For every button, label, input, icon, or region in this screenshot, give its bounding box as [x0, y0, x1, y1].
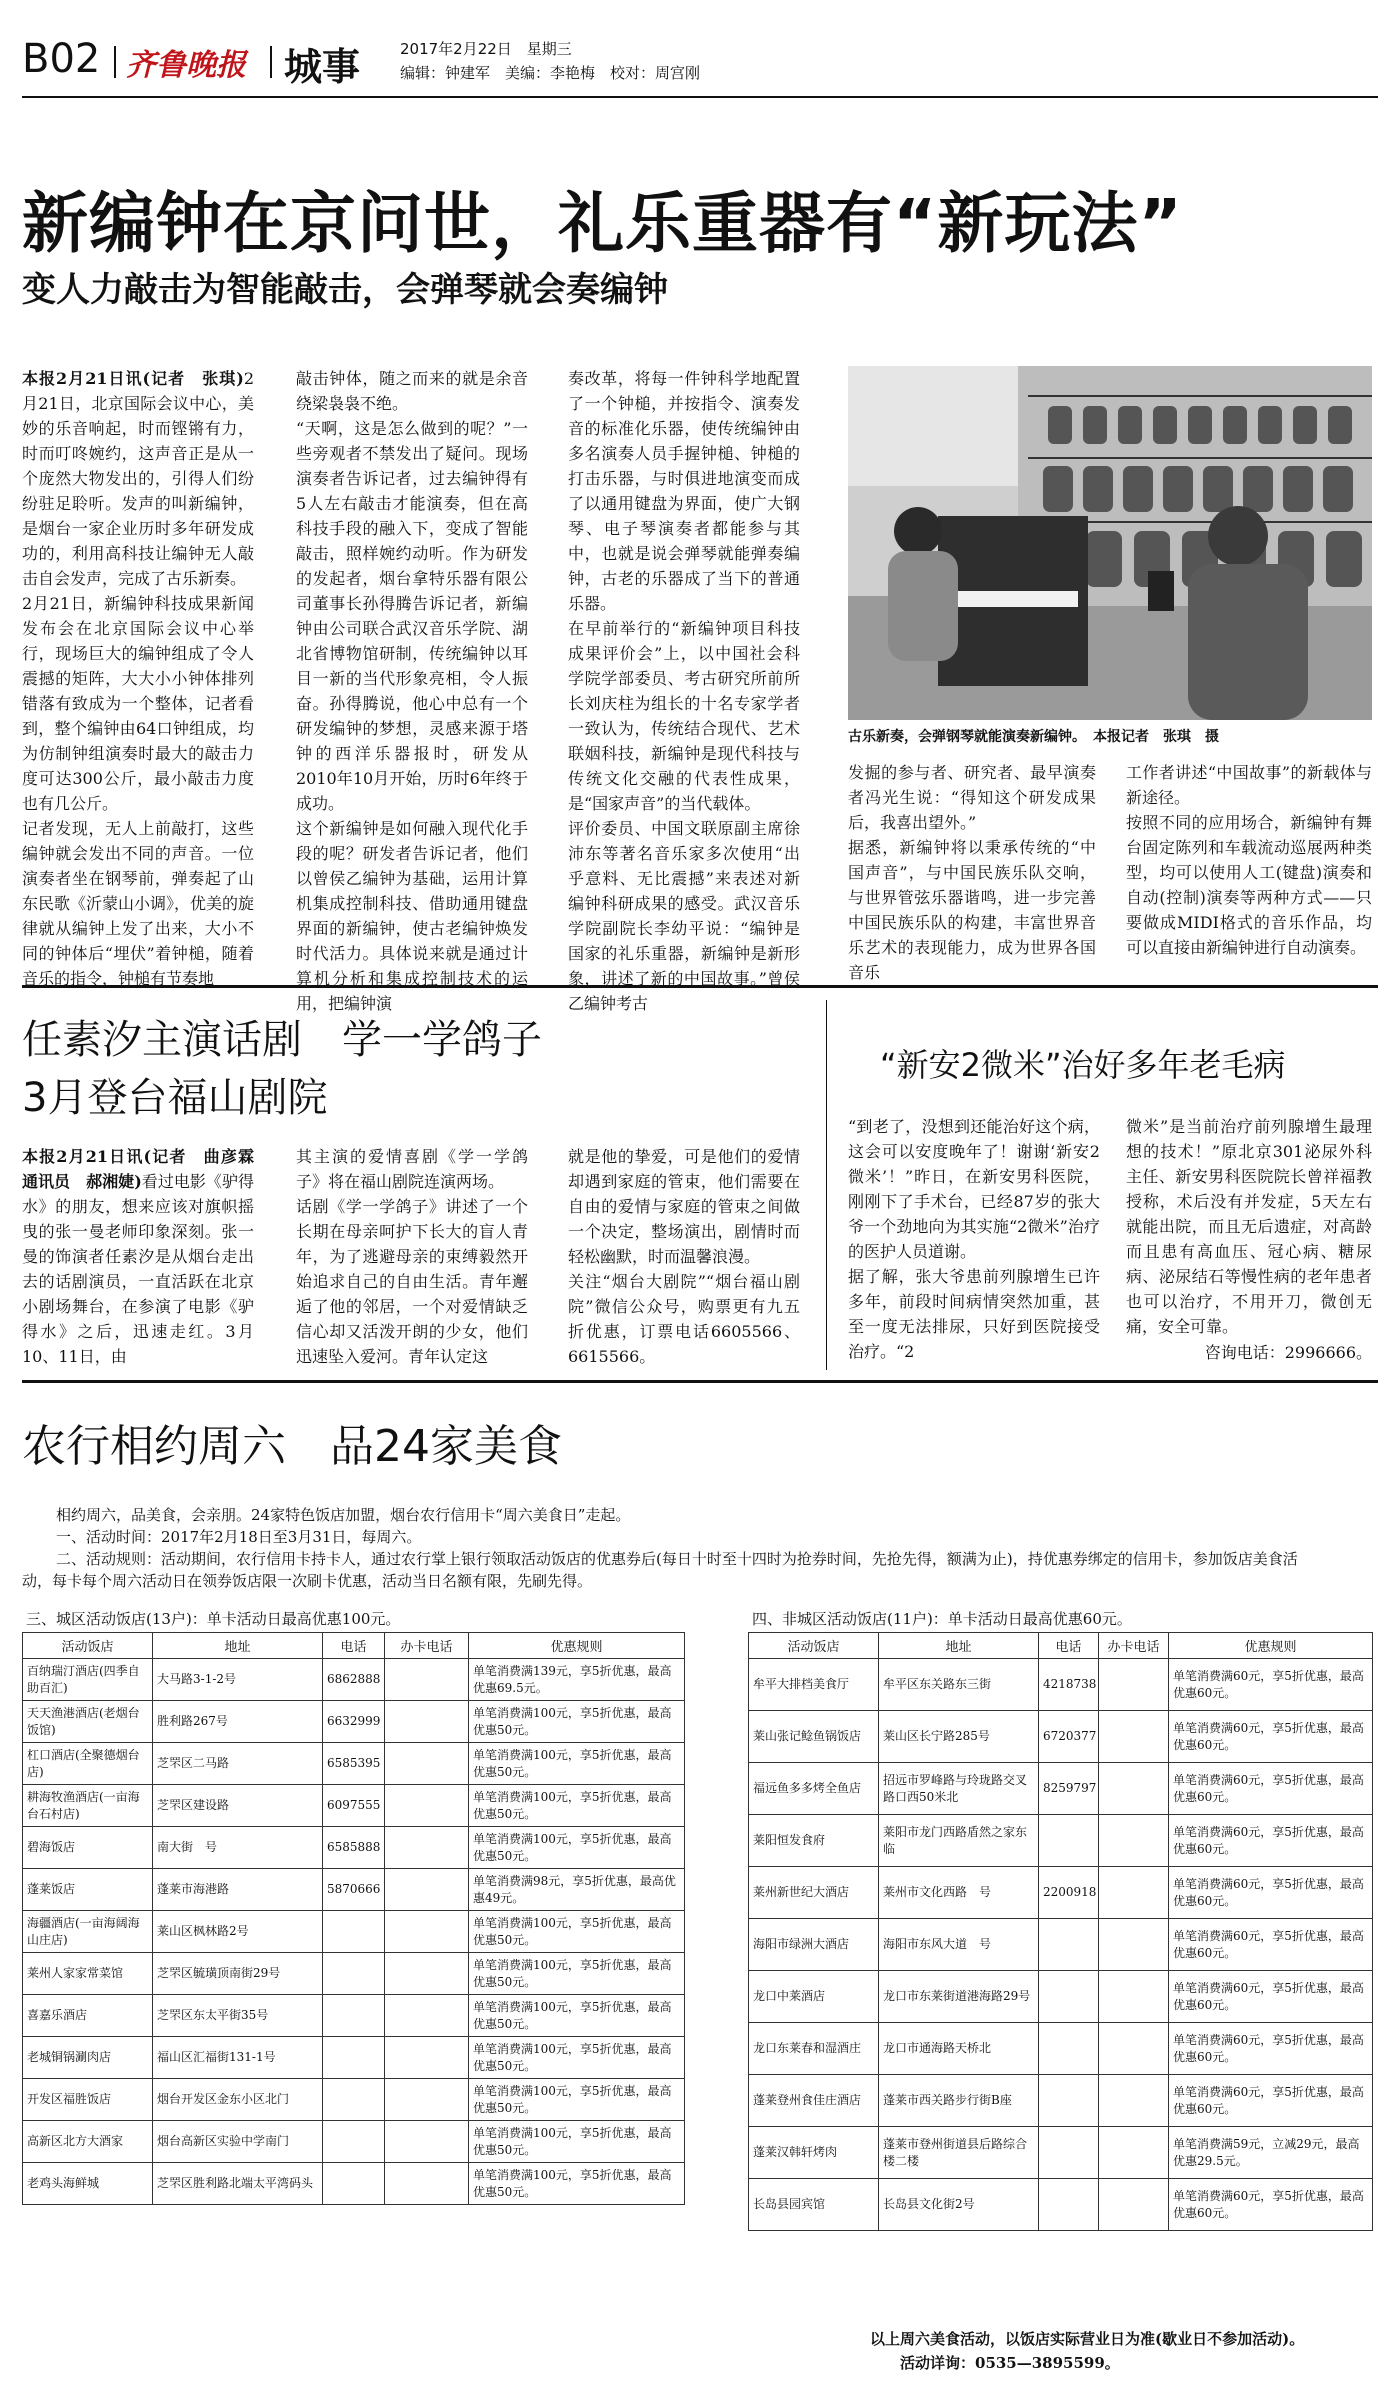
restaurant-address: 招远市罗峰路与玲珑路交叉路口西50米北 — [879, 1763, 1039, 1815]
article2-column-3: 就是他的挚爱，可是他们的爱情却遇到家庭的管束，他们需要在自由的爱情与家庭的管束之间做一个决定，整场演出，剧情时而轻松幽默，时而温馨浪漫。 关注“烟台大剧院”“烟台福山剧院”微信公众号，购票更有九五折优惠，订票电话6605566、6615566。 — [568, 1147, 800, 1366]
restaurant-phone — [1039, 1971, 1099, 2023]
restaurant-name: 耕海牧渔酒店(一亩海台石村店) — [23, 1785, 153, 1827]
restaurant-phone: 6632999 — [323, 1701, 385, 1743]
article2-bottom-rule — [22, 1380, 1378, 1383]
card-phone — [1099, 1867, 1169, 1919]
table-row — [749, 2127, 1373, 2179]
page-code: B02 — [22, 36, 101, 82]
discount-rule: 单笔消费满60元，享5折优惠，最高优惠60元。 — [1169, 1919, 1373, 1971]
discount-rule: 单笔消费满100元，享5折优惠，最高优惠50元。 — [469, 2079, 685, 2121]
editors-line: 编辑：钟建军 美编：李艳梅 校对：周宫刚 — [400, 64, 701, 82]
article4-headline: 农行相约周六 品24家美食 — [22, 1421, 562, 1472]
discount-rule: 单笔消费满60元，享5折优惠，最高优惠60元。 — [1169, 1867, 1373, 1919]
restaurant-phone — [1039, 2023, 1099, 2075]
restaurant-address: 南大街 号 — [153, 1827, 323, 1869]
table-row — [23, 1785, 685, 1827]
restaurant-address: 蓬莱市西关路步行街B座 — [879, 2075, 1039, 2127]
restaurant-name: 蓬莱登州食佳庄酒店 — [749, 2075, 879, 2127]
restaurant-address: 龙口市通海路天桥北 — [879, 2023, 1039, 2075]
article1-bottom-rule — [22, 985, 1378, 988]
restaurant-address: 芝罘区二马路 — [153, 1743, 323, 1785]
table-row — [749, 1815, 1373, 1867]
col-header-restaurant: 活动饭店 — [749, 1633, 879, 1659]
restaurant-name: 天天渔港酒店(老烟台饭馆) — [23, 1701, 153, 1743]
article2-byline: 本报2月21日讯(记者 曲彦霖 通讯员 郝湘婕) — [22, 1147, 271, 1191]
table-row — [23, 2163, 685, 2205]
restaurant-phone — [1039, 2075, 1099, 2127]
restaurant-name: 蓬莱饭店 — [23, 1869, 153, 1911]
card-phone — [1099, 1659, 1169, 1711]
restaurant-name: 喜嘉乐酒店 — [23, 1995, 153, 2037]
discount-rule: 单笔消费满60元，享5折优惠，最高优惠60元。 — [1169, 1971, 1373, 2023]
article1-photo-caption: 古乐新奏，会弹钢琴就能演奏新编钟。 本报记者 张琪 摄 — [848, 729, 1219, 745]
table-row — [23, 1995, 685, 2037]
article1-column-5: 工作者讲述“中国故事”的新载体与新途径。 按照不同的应用场合，新编钟有舞台固定陈列和车载流动巡展两种类型，均可以使用人工(键盘)演奏和自动(控制)演奏等两种方式——只要做成MIDI格式的音乐作品，均可以直接由新编钟进行自动演奏。 — [1126, 763, 1372, 957]
col-header-card-phone: 办卡电话 — [385, 1633, 469, 1659]
table-row — [23, 2079, 685, 2121]
restaurant-phone — [323, 2079, 385, 2121]
table-header-row — [23, 1633, 685, 1659]
restaurant-name: 海疆酒店(一亩海阔海山庄店) — [23, 1911, 153, 1953]
discount-rule: 单笔消费满100元，享5折优惠，最高优惠50元。 — [469, 1911, 685, 1953]
restaurant-name: 莱阳恒发食府 — [749, 1815, 879, 1867]
card-phone — [385, 1953, 469, 1995]
article1-column-3: 奏改革，将每一件钟科学地配置了一个钟槌，并按指令、演奏发音的标准化乐器，使传统编钟由多名演奏人员手握钟槌、钟槌的打击乐器，与时俱进地演变而成了以通用键盘为界面，使广大钢琴、电子琴演奏者都能参与其中，也就是说会弹琴就能弹奏编钟，古老的乐器成了当下的普通乐器。 在早前举行的“新编钟项目科技成果评价会”上，以中国社会科学院学部委员、考古研究所前所长刘庆柱为组长的十名专家学者一致认为，传统结合现代、艺术联姻科技，新编钟是现代科技与传统文化交融的代表性成果，是“国家声音”的当代载体。 评价委员、中国文联原副主席徐沛东等著名音乐家多次使用“出乎意料、无比震撼”来表述对新编钟科研成果的感受。武汉音乐学院副院长李幼平说：“编钟是国家的礼乐重器，新编钟是新形象，讲述了新的中国故事。”曾侯乙编钟考古 — [568, 369, 800, 1013]
article2-column-2: 其主演的爱情喜剧《学一学鸽子》将在福山剧院连演两场。 话剧《学一学鸽子》讲述了一个长期在母亲呵护下长大的盲人青年，为了逃避母亲的束缚毅然开始追求自己的自由生活。青年邂逅了他的邻居，一个对爱情缺乏信心却又活泼开朗的少女，他们迅速坠入爱河。青年认定这 — [296, 1147, 528, 1366]
discount-rule: 单笔消费满60元，享5折优惠，最高优惠60元。 — [1169, 1763, 1373, 1815]
article1-column-1 — [22, 366, 255, 988]
article4-intro: 相约周六，品美食，会亲朋。24家特色饭店加盟，烟台农行信用卡“周六美食日”走起。 — [56, 1506, 631, 1524]
card-phone — [385, 1995, 469, 2037]
article4-rule-time: 一、活动时间：2017年2月18日至3月31日，每周六。 — [56, 1528, 422, 1546]
restaurant-phone — [1039, 2179, 1099, 2231]
table-row — [749, 1867, 1373, 1919]
restaurant-address: 蓬莱市登州街道县后路综合楼二楼 — [879, 2127, 1039, 2179]
restaurant-address: 龙口市东莱街道港海路29号 — [879, 1971, 1039, 2023]
article1-col1-text: 2月21日，北京国际会议中心，美妙的乐音响起，时而铿锵有力，时而叮咚婉约，这声音正是从一个庞然大物发出的，引得人们纷纷驻足聆听。发声的叫新编钟，是烟台一家企业历时多年研发成功的，利用高科技让编钟无人敲击自会发声，完成了古乐新奏。 2月21日，新编钟科技成果新闻发布会在北京国际会议中心举行，现场巨大的编钟组成了令人震撼的矩阵，大大小小钟体排列错落有致成为一个整体，记者看到，整个编钟由64口钟组成，均为仿制钟组演奏时最大的敲击力度可达300公斤，最小敲击力度也有几公斤。 记者发现，无人上前敲打，这些编钟就会发出不同的声音。一位演奏者坐在钢琴前，弹奏起了山东民歌《沂蒙山小调》，优美的旋律就从编钟上发了出来，大小不同的钟体后“埋伏”着钟槌，随着音乐的指令，钟槌有节奏地 — [22, 369, 255, 988]
restaurant-phone — [1039, 2127, 1099, 2179]
discount-rule: 单笔消费满60元，享5折优惠，最高优惠60元。 — [1169, 1815, 1373, 1867]
discount-rule: 单笔消费满139元，享5折优惠，最高优惠69.5元。 — [469, 1659, 685, 1701]
discount-rule: 单笔消费满100元，享5折优惠，最高优惠50元。 — [469, 1953, 685, 1995]
restaurant-name: 高新区北方大酒家 — [23, 2121, 153, 2163]
restaurant-name: 福远鱼多多烤全鱼店 — [749, 1763, 879, 1815]
discount-rule: 单笔消费满98元，享5折优惠，最高优惠49元。 — [469, 1869, 685, 1911]
restaurant-name: 杠口酒店(全聚德烟台店) — [23, 1743, 153, 1785]
table-row — [23, 1701, 685, 1743]
restaurant-name: 长岛县园宾馆 — [749, 2179, 879, 2231]
restaurant-phone: 2200918 — [1039, 1867, 1099, 1919]
restaurant-name: 莱山张记鲶鱼锅饭店 — [749, 1711, 879, 1763]
article1-photo — [848, 366, 1372, 720]
restaurant-phone — [1039, 1919, 1099, 1971]
discount-rule: 单笔消费满100元，享5折优惠，最高优惠50元。 — [469, 1785, 685, 1827]
restaurant-address: 莱山区枫林路2号 — [153, 1911, 323, 1953]
discount-rule: 单笔消费满100元，享5折优惠，最高优惠50元。 — [469, 1995, 685, 2037]
table-row — [749, 2179, 1373, 2231]
table-row — [23, 2121, 685, 2163]
restaurant-name: 龙口东莱春和湿酒庄 — [749, 2023, 879, 2075]
col-header-phone: 电话 — [1039, 1633, 1099, 1659]
discount-rule: 单笔消费满100元，享5折优惠，最高优惠50元。 — [469, 1827, 685, 1869]
article1-byline: 本报2月21日讯(记者 张琪) — [22, 369, 244, 388]
restaurant-phone — [323, 2037, 385, 2079]
restaurant-address: 海阳市东风大道 号 — [879, 1919, 1039, 1971]
card-phone — [1099, 1971, 1169, 2023]
restaurant-phone — [323, 1953, 385, 1995]
restaurant-phone: 6097555 — [323, 1785, 385, 1827]
photo-scene — [848, 366, 1372, 720]
discount-rule: 单笔消费满100元，享5折优惠，最高优惠50元。 — [469, 1701, 685, 1743]
table-row — [23, 1911, 685, 1953]
card-phone — [1099, 2127, 1169, 2179]
col-header-card-phone: 办卡电话 — [1099, 1633, 1169, 1659]
urban-restaurants-title: 三、城区活动饭店(13户)：单卡活动日最高优惠100元。 — [26, 1610, 401, 1628]
masthead-divider — [114, 46, 116, 78]
restaurant-name: 海阳市绿洲大酒店 — [749, 1919, 879, 1971]
table-row — [23, 1743, 685, 1785]
discount-rule: 单笔消费满100元，享5折优惠，最高优惠50元。 — [469, 2037, 685, 2079]
restaurant-address: 芝罘区毓璜顶南街29号 — [153, 1953, 323, 1995]
restaurant-address: 芝罘区胜利路北端太平湾码头 — [153, 2163, 323, 2205]
table-row — [749, 1919, 1373, 1971]
article3-column-1: “到老了，没想到还能治好这个病，这会可以安度晚年了！谢谢‘新安2微米’！”昨日，在新安男科医院，刚刚下了手术台，已经87岁的张大爷一个劲地向为其实施“2微米”治疗的医护人员道谢。 据了解，张大爷患前列腺增生已许多年，前段时间病情突然加重，甚至一度无法排尿，只好到医院接受治疗。“2 — [848, 1117, 1100, 1361]
article1-headline: 新编钟在京问世，礼乐重器有“新玩法” — [22, 185, 1183, 262]
discount-rule: 单笔消费满100元，享5折优惠，最高优惠50元。 — [469, 2163, 685, 2205]
col-header-discount: 优惠规则 — [469, 1633, 685, 1659]
restaurant-phone: 6585395 — [323, 1743, 385, 1785]
card-phone — [1099, 1763, 1169, 1815]
restaurant-phone — [323, 2121, 385, 2163]
col-header-address: 地址 — [153, 1633, 323, 1659]
restaurant-address: 烟台开发区金东小区北门 — [153, 2079, 323, 2121]
article2-article3-divider — [826, 1000, 827, 1370]
restaurant-address: 莱阳市龙门西路盾然之家东临 — [879, 1815, 1039, 1867]
article3-headline: “新安2微米”治好多年老毛病 — [880, 1046, 1286, 1084]
article4-rule-details: 二、活动规则：活动期间，农行信用卡持卡人，通过农行掌上银行领取活动饭店的优惠券后(每日十时至十四时为抢券时间，先抢先得，额满为止)，持优惠券绑定的信用卡，参加饭店美食活动，每卡每个周六活动日在领券饭店限一次刷卡优惠，活动当日名额有限，先刷先得。 — [22, 1550, 1298, 1590]
restaurant-address: 芝罘区建设路 — [153, 1785, 323, 1827]
discount-rule: 单笔消费满100元，享5折优惠，最高优惠50元。 — [469, 1743, 685, 1785]
article2-column-1 — [22, 1144, 271, 1368]
card-phone — [385, 1785, 469, 1827]
restaurant-address: 长岛县文化街2号 — [879, 2179, 1039, 2231]
card-phone — [385, 2163, 469, 2205]
article1-column-4: 发掘的参与者、研究者、最早演奏者冯光生说：“得知这个研发成果后，我喜出望外。” 据悉，新编钟将以秉承传统的“中国声音”，与中国民族乐队交响，与世界管弦乐器谐鸣，进一步完善中国民族乐队的构建，丰富世界音乐艺术的表现能力，成为世界各国音乐 — [848, 763, 1096, 982]
discount-rule: 单笔消费满60元，享5折优惠，最高优惠60元。 — [1169, 2023, 1373, 2075]
header-rule — [22, 96, 1378, 98]
table-row — [749, 1763, 1373, 1815]
col-header-phone: 电话 — [323, 1633, 385, 1659]
article3-phone: 咨询电话：2996666。 — [1204, 1343, 1372, 1362]
card-phone — [1099, 2179, 1169, 2231]
restaurant-address: 大马路3-1-2号 — [153, 1659, 323, 1701]
restaurant-address: 芝罘区东太平街35号 — [153, 1995, 323, 2037]
card-phone — [385, 2037, 469, 2079]
urban-restaurants-table — [22, 1632, 684, 2205]
article2-headline-line1: 任素汐主演话剧 学一学鸽子 — [22, 1017, 542, 1063]
restaurant-name: 龙口中莱酒店 — [749, 1971, 879, 2023]
article4-footer-note: 以上周六美食活动，以饭店实际营业日为准(歇业日不参加活动)。 — [870, 2330, 1305, 2348]
restaurant-address: 莱州市文化西路 号 — [879, 1867, 1039, 1919]
restaurant-name: 开发区福胜饭店 — [23, 2079, 153, 2121]
table-row — [749, 1971, 1373, 2023]
col-header-discount: 优惠规则 — [1169, 1633, 1373, 1659]
restaurant-address: 胜利路267号 — [153, 1701, 323, 1743]
table-row — [23, 1659, 685, 1701]
table-row — [749, 2075, 1373, 2127]
discount-rule: 单笔消费满59元，立减29元，最高优惠29.5元。 — [1169, 2127, 1373, 2179]
table-row — [23, 1827, 685, 1869]
discount-rule: 单笔消费满60元，享5折优惠，最高优惠60元。 — [1169, 1711, 1373, 1763]
restaurant-phone: 4218738 — [1039, 1659, 1099, 1711]
masthead — [22, 32, 1377, 94]
restaurant-name: 百纳瑞汀酒店(四季自助百汇) — [23, 1659, 153, 1701]
card-phone — [385, 2079, 469, 2121]
restaurant-name: 莱州人家家常菜馆 — [23, 1953, 153, 1995]
suburban-restaurants-title: 四、非城区活动饭店(11户)：单卡活动日最高优惠60元。 — [752, 1610, 1132, 1628]
restaurant-phone — [323, 2163, 385, 2205]
restaurant-address: 莱山区长宁路285号 — [879, 1711, 1039, 1763]
card-phone — [385, 1659, 469, 1701]
card-phone — [1099, 1815, 1169, 1867]
card-phone — [1099, 1919, 1169, 1971]
article4-footer-phone: 活动详询：0535—3895599。 — [900, 2354, 1120, 2372]
restaurant-name: 牟平大排档美食厅 — [749, 1659, 879, 1711]
restaurant-phone: 8259797 — [1039, 1763, 1099, 1815]
restaurant-name: 老城铜锅涮肉店 — [23, 2037, 153, 2079]
table-row — [749, 2023, 1373, 2075]
article1-subhead: 变人力敲击为智能敲击，会弹琴就会奏编钟 — [22, 270, 668, 310]
restaurant-name: 碧海饭店 — [23, 1827, 153, 1869]
discount-rule: 单笔消费满60元，享5折优惠，最高优惠60元。 — [1169, 2179, 1373, 2231]
table-row — [749, 1711, 1373, 1763]
restaurant-address: 烟台高新区实验中学南门 — [153, 2121, 323, 2163]
col-header-address: 地址 — [879, 1633, 1039, 1659]
restaurant-name: 莱州新世纪大酒店 — [749, 1867, 879, 1919]
restaurant-phone: 6720377 — [1039, 1711, 1099, 1763]
card-phone — [385, 1827, 469, 1869]
restaurant-address: 蓬莱市海港路 — [153, 1869, 323, 1911]
restaurant-name: 老鸡头海鲜城 — [23, 2163, 153, 2205]
restaurant-address: 福山区汇福街131-1号 — [153, 2037, 323, 2079]
restaurant-phone — [323, 1911, 385, 1953]
restaurant-phone — [1039, 1815, 1099, 1867]
restaurant-phone: 6585888 — [323, 1827, 385, 1869]
table-row — [749, 1659, 1373, 1711]
restaurant-phone: 6862888 — [323, 1659, 385, 1701]
card-phone — [385, 1911, 469, 1953]
card-phone — [1099, 1711, 1169, 1763]
card-phone — [385, 2121, 469, 2163]
paper-logo: 齐鲁晚报 — [126, 48, 246, 83]
masthead-divider — [270, 46, 272, 78]
card-phone — [385, 1869, 469, 1911]
suburban-restaurants-table — [748, 1632, 1372, 2231]
col-header-restaurant: 活动饭店 — [23, 1633, 153, 1659]
section-name: 城事 — [284, 45, 361, 89]
restaurant-address: 牟平区东关路东三街 — [879, 1659, 1039, 1711]
restaurant-name: 蓬莱汉韩轩烤肉 — [749, 2127, 879, 2179]
discount-rule: 单笔消费满100元，享5折优惠，最高优惠50元。 — [469, 2121, 685, 2163]
card-phone — [385, 1701, 469, 1743]
restaurant-phone — [323, 1995, 385, 2037]
table-row — [23, 1953, 685, 1995]
card-phone — [1099, 2075, 1169, 2127]
issue-date: 2017年2月22日 星期三 — [400, 40, 572, 58]
article2-col1-text: 看过电影《驴得水》的朋友，想来应该对旗帜摇曳的张一曼老师印象深刻。张一曼的饰演者任素汐是从烟台走出去的话剧演员，一直活跃在北京小剧场舞台，在参演了电影《驴得水》之后，迅速走红。3月10、11日，由 — [22, 1172, 254, 1366]
table-row — [23, 1869, 685, 1911]
article2-headline-line2: 3月登台福山剧院 — [22, 1075, 328, 1121]
discount-rule: 单笔消费满60元，享5折优惠，最高优惠60元。 — [1169, 2075, 1373, 2127]
table-header-row — [749, 1633, 1373, 1659]
card-phone — [1099, 2023, 1169, 2075]
restaurant-phone: 5870666 — [323, 1869, 385, 1911]
card-phone — [385, 1743, 469, 1785]
table-row — [23, 2037, 685, 2079]
discount-rule: 单笔消费满60元，享5折优惠，最高优惠60元。 — [1169, 1659, 1373, 1711]
article1-column-2: 敲击钟体，随之而来的就是余音绕梁袅袅不绝。 “天啊，这是怎么做到的呢？”一些旁观者不禁发出了疑问。现场演奏者告诉记者，过去编钟得有5人左右敲击才能演奏，但在高科技手段的融入下，变成了智能敲击，照样婉约动听。作为研发的发起者，烟台拿特乐器有限公司董事长孙得腾告诉记者，新编钟由公司联合武汉音乐学院、湖北省博物馆研制，传统编钟以耳目一新的当代形象亮相，令人振奋。孙得腾说，他心中总有一个研发编钟的梦想，灵感来源于塔钟的西洋乐器报时，研发从2010年10月开始，历时6年终于成功。 这个新编钟是如何融入现代化手段的呢？研发者告诉记者，他们以曾侯乙编钟为基础，运用计算机集成控制科技、借助通用键盘界面的新编钟，使古老编钟焕发时代活力。具体说来就是通过计算机分析和集成控制技术的运用，把编钟演 — [296, 369, 528, 1013]
article3-column-2: 微米”是当前治疗前列腺增生最理想的技术！”原北京301泌尿外科主任、新安男科医院院长曾祥福教授称，术后没有并发症，5天左右就能出院，而且无后遗症，对高龄而且患有高血压、冠心病、糖尿病、泌尿结石等慢性病的老年患者也可以治疗，不用开刀，微创无痛，安全可靠。 — [1126, 1117, 1372, 1336]
